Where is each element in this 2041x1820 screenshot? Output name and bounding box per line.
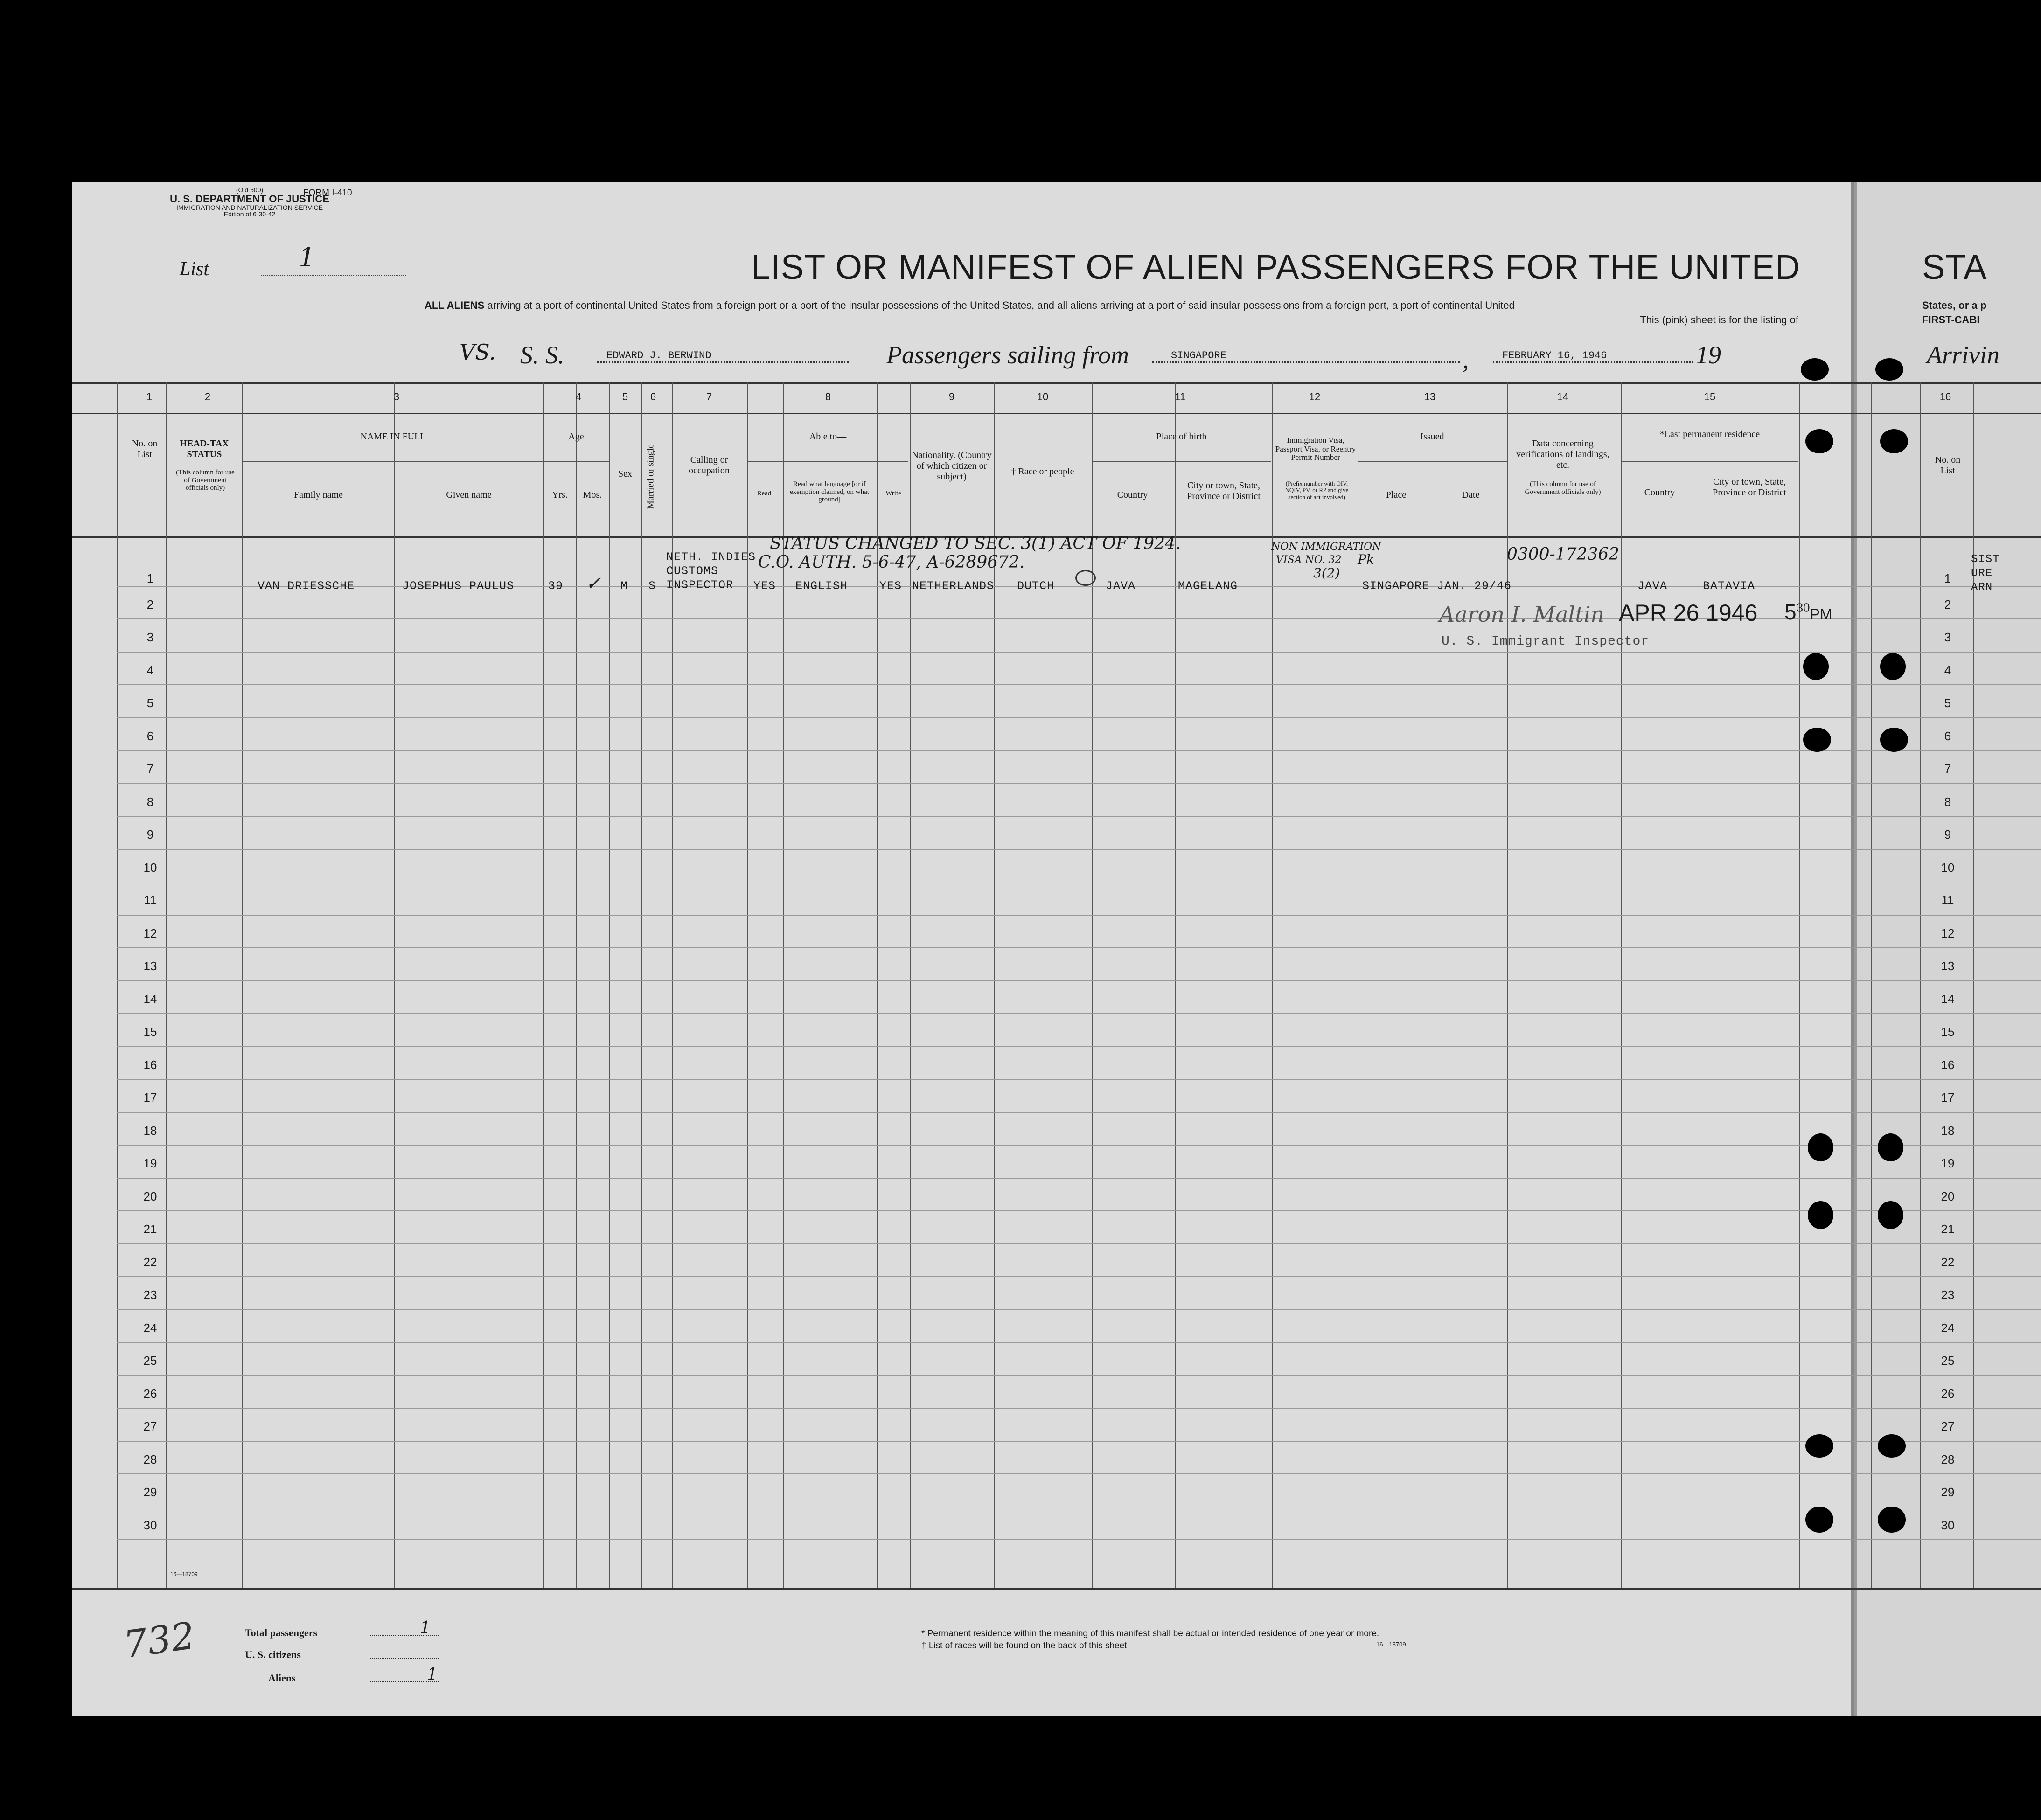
- row-number-right: 25: [1941, 1354, 1955, 1368]
- row-divider: [117, 980, 2041, 981]
- row-number-right: 6: [1944, 729, 1951, 743]
- age-subrule: [543, 461, 609, 462]
- row-number: 7: [146, 762, 154, 776]
- occupation-line-3: INSPECTOR: [666, 578, 734, 592]
- hdr-yrs: Yrs.: [552, 490, 568, 500]
- row-divider: [117, 1309, 2041, 1310]
- passenger-issued-place: SINGAPORE: [1362, 579, 1430, 593]
- hdr-head-tax-note: (This column for use of Government officials only): [176, 469, 235, 492]
- row-divider: [117, 1539, 2041, 1540]
- issued-subrule: [1358, 461, 1507, 462]
- row-number: 1: [146, 571, 154, 585]
- intro-continued-2: FIRST-CABI: [1922, 313, 1980, 326]
- total-passengers-label: Total passengers: [245, 1627, 318, 1639]
- column-number: 10: [1037, 391, 1049, 403]
- column-number: 6: [650, 391, 656, 403]
- row-number-right: 22: [1941, 1255, 1955, 1269]
- row-divider: [117, 1178, 2041, 1179]
- row-number: 19: [143, 1156, 157, 1170]
- row-number-right: 10: [1941, 861, 1955, 875]
- hdr-family-name: Family name: [294, 490, 343, 500]
- name-subrule: [243, 461, 543, 462]
- punch-hole: [1878, 1507, 1906, 1533]
- sailing-date: [1493, 350, 1693, 363]
- row-number: 28: [143, 1452, 157, 1466]
- column-number: 15: [1704, 391, 1716, 403]
- column-number: 2: [204, 391, 211, 403]
- stamp-pm: PM: [1810, 606, 1832, 623]
- row-number: 2: [146, 597, 154, 611]
- row-number: 15: [143, 1025, 157, 1039]
- row-number: 6: [146, 729, 154, 743]
- passenger-read: YES: [753, 579, 776, 593]
- intro-line2: This (pink) sheet is for the listing of: [1640, 313, 1798, 326]
- row-divider: [117, 1375, 2041, 1376]
- row-number: 4: [146, 663, 154, 677]
- hdr-mos: Mos.: [583, 490, 602, 500]
- col16-text-1: SIST: [1971, 553, 2000, 566]
- authorization-note: C.O. AUTH. 5-6-47, A-6289672.: [758, 553, 1025, 572]
- passenger-language: ENGLISH: [795, 579, 848, 593]
- total-passengers-value: 1: [420, 1619, 431, 1638]
- row-number-right: 15: [1941, 1025, 1955, 1039]
- arriving-label: Arrivin: [1927, 341, 1999, 369]
- inspector-signature: Aaron I. Maltin: [1439, 602, 1605, 627]
- hdr-issued-place: Place: [1386, 490, 1407, 500]
- list-number: [261, 243, 406, 276]
- row-divider: [117, 1079, 2041, 1080]
- aliens-label: Aliens: [268, 1672, 296, 1684]
- column-number: 5: [622, 391, 628, 403]
- visa-pm: Pk: [1358, 552, 1374, 567]
- row-divider: [117, 947, 2041, 948]
- row-number: 12: [143, 926, 157, 940]
- row-number: 21: [143, 1222, 157, 1236]
- row-number-right: 28: [1941, 1452, 1955, 1466]
- row-divider: [117, 652, 2041, 653]
- hdr-race: † Race or people: [1011, 466, 1074, 477]
- row-divider: [117, 915, 2041, 916]
- row-number: 3: [146, 630, 154, 644]
- passenger-sex: M: [620, 579, 628, 593]
- row-number-right: 1: [1944, 571, 1951, 585]
- punch-hole: [1808, 1201, 1833, 1229]
- hdr-given-name: Given name: [446, 490, 492, 500]
- column-number: 12: [1309, 391, 1321, 403]
- hdr-place-of-birth: Place of birth: [1156, 431, 1207, 442]
- hdr-residence: *Last permanent residence: [1659, 429, 1760, 439]
- col16-partial-text: [1971, 553, 2000, 595]
- footer-print-code: 16—18709: [1376, 1641, 1406, 1648]
- row-number: 29: [143, 1485, 157, 1499]
- list-number-value: 1: [299, 243, 315, 273]
- row-divider: [117, 1112, 2041, 1113]
- hdr-able-to: Able to—: [809, 431, 847, 442]
- sailing-date-value: FEBRUARY 16, 1946: [1502, 350, 1607, 361]
- inspector-title: U. S. Immigrant Inspector: [1442, 634, 1650, 649]
- row-number-right: 5: [1944, 696, 1951, 710]
- row-number: 11: [144, 893, 157, 907]
- column-number: 3: [393, 391, 400, 403]
- intro-body: arriving at a port of continental United States from a foreign port or a port of the insular possessions of the United States, and all aliens arriving at a port of said insular possessions from a foreign port, a port of continental United: [487, 299, 1515, 311]
- row-number-right: 3: [1944, 630, 1951, 644]
- row-number: 5: [146, 696, 154, 710]
- passenger-family-name: VAN DRIESSCHE: [258, 579, 355, 593]
- manifest-title-continued: STA: [1922, 248, 1987, 286]
- row-number-right: 20: [1941, 1189, 1955, 1203]
- row-number-right: 8: [1944, 795, 1951, 809]
- hdr-write: Write: [885, 490, 901, 497]
- passenger-given-name: JOSEPHUS PAULUS: [402, 579, 515, 593]
- intro-continued: [1922, 299, 2041, 327]
- hdr-nationality: Nationality. (Country of which citizen or subject): [912, 450, 992, 482]
- passenger-marital: S: [648, 579, 656, 593]
- row-number-right: 17: [1941, 1091, 1955, 1105]
- intro-continued-1: States, or a p: [1922, 299, 1987, 311]
- row-number-right: 18: [1941, 1124, 1955, 1138]
- row-number-right: 29: [1941, 1485, 1955, 1499]
- row-number: 24: [143, 1321, 157, 1335]
- table-top-rule: [72, 382, 2041, 384]
- hdr-visa: Immigration Visa, Passport Visa, or Reentry Permit Number: [1275, 436, 1356, 462]
- row-number-right: 19: [1941, 1156, 1955, 1170]
- intro-lead: ALL ALIENS: [425, 299, 485, 311]
- us-citizens-label: U. S. citizens: [245, 1649, 301, 1660]
- column-number: 8: [825, 391, 831, 403]
- passenger-birth-city: MAGELANG: [1178, 579, 1238, 593]
- hdr-issued-date: Date: [1462, 490, 1480, 500]
- row-number: 13: [143, 959, 157, 973]
- row-number: 14: [143, 992, 157, 1006]
- row-number: 20: [143, 1189, 157, 1203]
- list-label: List: [180, 258, 209, 280]
- visa-note-1: NON IMMIGRATION: [1271, 541, 1381, 553]
- visa-note-2: VISA NO. 32: [1276, 554, 1342, 566]
- punch-hole: [1803, 653, 1829, 680]
- res-subrule: [1621, 461, 1798, 462]
- row-number: 17: [143, 1091, 157, 1105]
- punch-hole: [1880, 653, 1906, 680]
- able-subrule: [747, 461, 908, 462]
- visa-section: 3(2): [1313, 565, 1340, 581]
- punch-hole: [1880, 429, 1908, 453]
- year-prefix: 19: [1696, 341, 1721, 369]
- row-divider: [117, 816, 2041, 817]
- row-divider: [117, 750, 2041, 751]
- intro-text: [425, 299, 1798, 327]
- row-number: 10: [143, 861, 157, 875]
- hdr-calling: Calling or occupation: [689, 455, 730, 476]
- row-divider: [117, 1342, 2041, 1343]
- row-divider: [117, 1408, 2041, 1409]
- column-number: 14: [1557, 391, 1569, 403]
- file-number: 0300-172362: [1507, 545, 1620, 564]
- sailing-label: Passengers sailing from: [886, 341, 1129, 369]
- row-divider: [117, 1473, 2041, 1474]
- row-divider: [117, 1243, 2041, 1244]
- column-number: 9: [948, 391, 955, 403]
- age-check-mark: ✓: [585, 573, 601, 594]
- row-number-right: 12: [1941, 926, 1955, 940]
- punch-hole: [1805, 1434, 1833, 1458]
- inspection-stamp-date: APR 26 1946: [1619, 600, 1758, 626]
- hdr-landing: Data concerning verifications of landings, etc.: [1516, 438, 1609, 470]
- row-divider: [117, 783, 2041, 784]
- ss-label: S. S.: [520, 341, 564, 369]
- punch-hole: [1803, 728, 1831, 752]
- row-number-right: 14: [1941, 992, 1955, 1006]
- row-number: 25: [143, 1354, 157, 1368]
- passenger-occupation: [666, 550, 756, 592]
- footnote-residence: * Permanent residence within the meaning of this manifest shall be actual or intended residence of one year or more.: [921, 1629, 1379, 1639]
- row-number: 16: [143, 1058, 157, 1072]
- ship-name-value: EDWARD J. BERWIND: [606, 350, 711, 361]
- hdr-res-city: City or town, State, Province or District: [1713, 477, 1786, 498]
- edition: Edition of 6-30-42: [223, 210, 276, 218]
- hdr-read: Read: [757, 490, 772, 497]
- col16-text-2: URE: [1971, 567, 1993, 580]
- margin-number: 732: [121, 1613, 198, 1667]
- hdr-read-lang: Read what language [or if exemption claimed, on what ground]: [790, 480, 869, 503]
- passenger-res-country: JAVA: [1637, 579, 1668, 593]
- department-name: U. S. DEPARTMENT OF JUSTICE: [170, 193, 329, 205]
- row-number: 23: [143, 1288, 157, 1302]
- hdr-age: Age: [568, 431, 584, 442]
- hdr-visa-note: (Prefix number with QIV, NQIV, PV, or RP and give section of act involved): [1285, 480, 1349, 500]
- hdr-birth-city: City or town, State, Province or District: [1187, 480, 1261, 501]
- hdr-issued: Issued: [1420, 431, 1444, 442]
- passenger-write: YES: [879, 579, 902, 593]
- row-divider: [117, 1013, 2041, 1014]
- column-number: 4: [575, 391, 582, 403]
- row-divider: [117, 1210, 2041, 1211]
- row-number-right: 9: [1944, 827, 1951, 841]
- column-number: 13: [1424, 391, 1436, 403]
- hdr-head-tax: HEAD-TAX STATUS: [180, 438, 229, 459]
- row-divider: [117, 849, 2041, 850]
- row-divider: [117, 1441, 2041, 1442]
- service-name: IMMIGRATION AND NATURALIZATION SERVICE: [176, 203, 323, 211]
- row-number-right: 7: [1944, 762, 1951, 776]
- table-bottom-rule: [72, 1588, 2041, 1590]
- hdr-col16-no: No. on List: [1935, 455, 1961, 476]
- row-divider: [117, 1276, 2041, 1277]
- hdr-landing-note: (This column for use of Government officials only): [1525, 480, 1601, 496]
- hdr-res-country: Country: [1644, 487, 1675, 498]
- comma: ,: [1463, 346, 1469, 374]
- row-number-right: 27: [1941, 1419, 1955, 1433]
- table-print-code: 16—18709: [170, 1571, 198, 1577]
- row-number-right: 30: [1941, 1518, 1955, 1532]
- row-number: 8: [146, 795, 154, 809]
- inspection-stamp-time: [1784, 599, 1832, 625]
- column-number: 11: [1175, 391, 1186, 403]
- sailing-from-value: SINGAPORE: [1171, 350, 1226, 361]
- row-number-right: 26: [1941, 1387, 1955, 1401]
- row-number: 27: [143, 1419, 157, 1433]
- punch-hole: [1808, 1133, 1833, 1161]
- footnote-races: † List of races will be found on the back of this sheet.: [921, 1641, 1129, 1651]
- ship-name: [597, 350, 849, 363]
- punch-hole: [1880, 728, 1908, 752]
- row-number-right: 2: [1944, 597, 1951, 611]
- row-number-right: 16: [1941, 1058, 1955, 1072]
- col16-text-3: ARN: [1971, 581, 1993, 594]
- punch-hole: [1875, 358, 1903, 381]
- old-form-number: (Old 500): [236, 186, 264, 194]
- manifest-title: LIST OR MANIFEST OF ALIEN PASSENGERS FOR THE UNITED: [751, 248, 1801, 286]
- row-divider: [117, 1046, 2041, 1047]
- passenger-issued-date: JAN. 29/46: [1437, 579, 1512, 593]
- row-divider: [117, 684, 2041, 685]
- row-number-right: 11: [1941, 893, 1954, 907]
- punch-hole: [1878, 1201, 1903, 1229]
- punch-hole: [1805, 429, 1833, 453]
- race-circle-mark: [1075, 570, 1096, 586]
- form-number: FORM I-410: [303, 188, 352, 198]
- handwritten-vs: VS.: [460, 340, 496, 365]
- row-number-right: 21: [1941, 1222, 1955, 1236]
- us-citizens-line: [369, 1658, 439, 1659]
- punch-hole: [1805, 1507, 1833, 1533]
- status-changed-note: STATUS CHANGED TO SEC. 3(1) ACT OF 1924.: [770, 534, 1181, 553]
- punch-hole: [1878, 1133, 1903, 1161]
- aliens-value: 1: [427, 1665, 438, 1684]
- sailing-from: [1152, 350, 1460, 363]
- passenger-birth-country: JAVA: [1106, 579, 1136, 593]
- passenger-res-city: BATAVIA: [1703, 579, 1755, 593]
- colnum-rule: [72, 413, 2041, 414]
- column-number: 7: [706, 391, 712, 403]
- row-number-right: 23: [1941, 1288, 1955, 1302]
- row-number: 26: [143, 1387, 157, 1401]
- row-number: 9: [146, 827, 154, 841]
- hdr-birth-country: Country: [1117, 490, 1148, 500]
- row-number: 18: [143, 1124, 157, 1138]
- birth-subrule: [1092, 461, 1271, 462]
- row-number-right: 4: [1944, 663, 1951, 677]
- passenger-race: DUTCH: [1017, 579, 1055, 593]
- row-divider: [117, 1145, 2041, 1146]
- row-number: 22: [143, 1255, 157, 1269]
- sheet-fold: [1851, 182, 1854, 1716]
- punch-hole: [1878, 1434, 1906, 1458]
- hdr-sex: Sex: [618, 469, 632, 479]
- occupation-line-1: NETH. INDIES: [666, 550, 756, 564]
- hdr-married: Married or single: [645, 444, 656, 509]
- column-number: 1: [146, 391, 153, 403]
- row-number-right: 24: [1941, 1321, 1955, 1335]
- stamp-minute: 30: [1796, 600, 1810, 615]
- punch-hole: [1801, 358, 1829, 381]
- manifest-sheet: [72, 182, 2041, 1716]
- stamp-hour: 5: [1784, 600, 1797, 624]
- row-number: 30: [143, 1518, 157, 1532]
- passenger-age: 39: [548, 579, 564, 593]
- passenger-nationality: NETHERLANDS: [912, 579, 995, 593]
- row-divider: [117, 717, 2041, 718]
- hdr-name-in-full: NAME IN FULL: [360, 431, 426, 442]
- occupation-line-2: CUSTOMS: [666, 564, 719, 578]
- hdr-no-on-list: No. on List: [132, 438, 158, 459]
- row-number-right: 13: [1941, 959, 1955, 973]
- column-number: 16: [1939, 391, 1951, 403]
